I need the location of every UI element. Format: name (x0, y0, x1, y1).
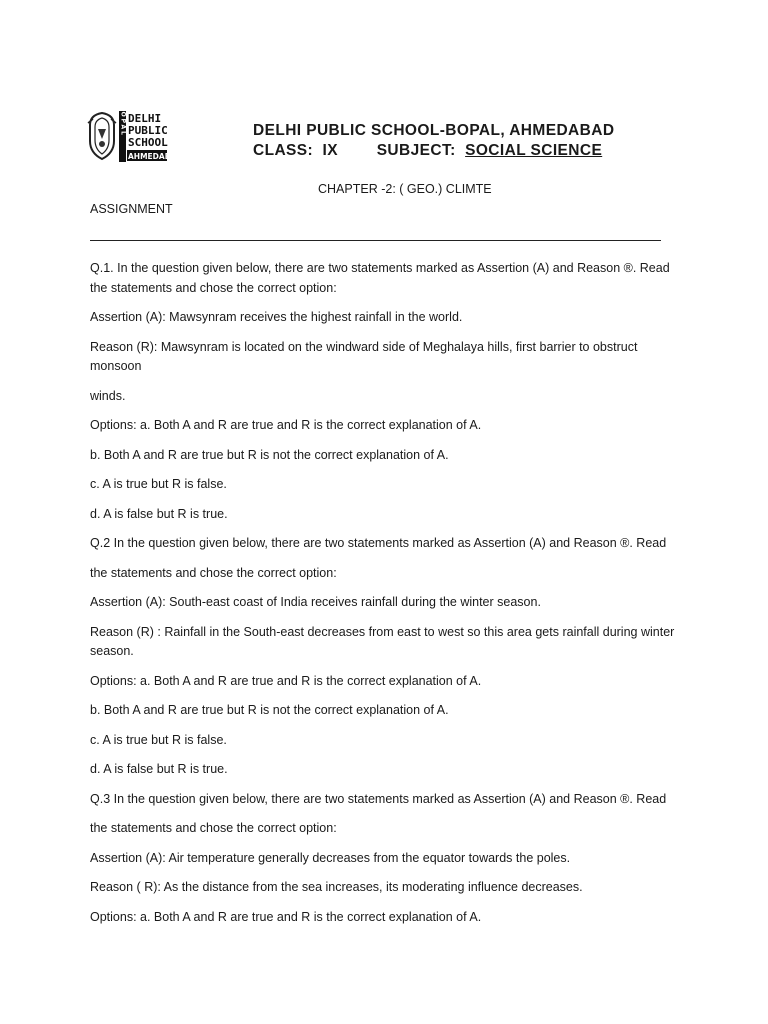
q1-option-d: d. A is false but R is true. (90, 506, 228, 521)
logo-word-delhi: DELHI (128, 112, 162, 125)
class-label: CLASS: (253, 142, 314, 159)
q3-prompt: Q.3 In the question given below, there are two statements marked as Assertion (A) and Reason ®. Read (90, 791, 667, 806)
subject-value: SOCIAL SCIENCE (465, 142, 603, 159)
chapter-heading: CHAPTER -2: ( GEO.) CLIMTE (318, 182, 492, 196)
q3-prompt-continued: the statements and chose the correct option: (90, 821, 337, 835)
q1-prompt: Q.1. In the question given below, there are two statements marked as Assertion (A) and Reason ®. Read the statements and chose the correct option: (90, 261, 670, 295)
q1-option-c: c. A is true but R is false. (90, 477, 227, 491)
school-logo (86, 105, 183, 165)
divider-rule (90, 240, 661, 241)
school-title: DELHI PUBLIC SCHOOL-BOPAL, AHMEDABAD (253, 122, 615, 139)
logo-word-public: PUBLIC (128, 124, 168, 137)
logo-side-text: BOPAL (119, 105, 127, 137)
q1-option-b: b. Both A and R are true but R is not the correct explanation of A. (90, 447, 449, 462)
q2-option-d: d. A is false but R is true. (90, 762, 228, 776)
assignment-label: ASSIGNMENT (90, 202, 173, 216)
q1-option-a: Options: a. Both A and R are true and R is the correct explanation of A. (90, 418, 482, 432)
class-value: IX (322, 142, 338, 159)
q3-option-a: Options: a. Both A and R are true and R is the correct explanation of A. (90, 909, 482, 924)
q2-option-b: b. Both A and R are true but R is not the correct explanation of A. (90, 703, 449, 717)
q3-reason: Reason ( R): As the distance from the sea increases, its moderating influence decreases. (90, 880, 583, 894)
q2-assertion: Assertion (A): South-east coast of India receives rainfall during the winter season. (90, 595, 541, 609)
q1-reason: Reason (R): Mawsynram is located on the windward side of Meghalaya hills, first barrier to obstruct monsoon (90, 339, 638, 373)
subject-label: SUBJECT: (376, 142, 456, 159)
logo-word-ahmedabad: AHMEDABAD (128, 152, 183, 161)
q2-reason: Reason (R) : Rainfall in the South-east decreases from east to west so this area gets rainfall during winter season. (90, 624, 675, 658)
q2-prompt: Q.2 In the question given below, there are two statements marked as Assertion (A) and Reason ®. Read (90, 536, 667, 550)
q2-option-a: Options: a. Both A and R are true and R is the correct explanation of A. (90, 673, 482, 688)
q2-option-c: c. A is true but R is false. (90, 732, 227, 747)
logo-word-school: SCHOOL (128, 136, 168, 149)
q2-prompt-continued: the statements and chose the correct option: (90, 565, 337, 580)
q1-assertion: Assertion (A): Mawsynram receives the highest rainfall in the world. (90, 310, 463, 324)
q1-reason-continued: winds. (90, 388, 126, 403)
assignment-body (90, 259, 690, 927)
class-subject-line (253, 142, 602, 160)
q3-assertion: Assertion (A): Air temperature generally decreases from the equator towards the poles. (90, 850, 571, 865)
